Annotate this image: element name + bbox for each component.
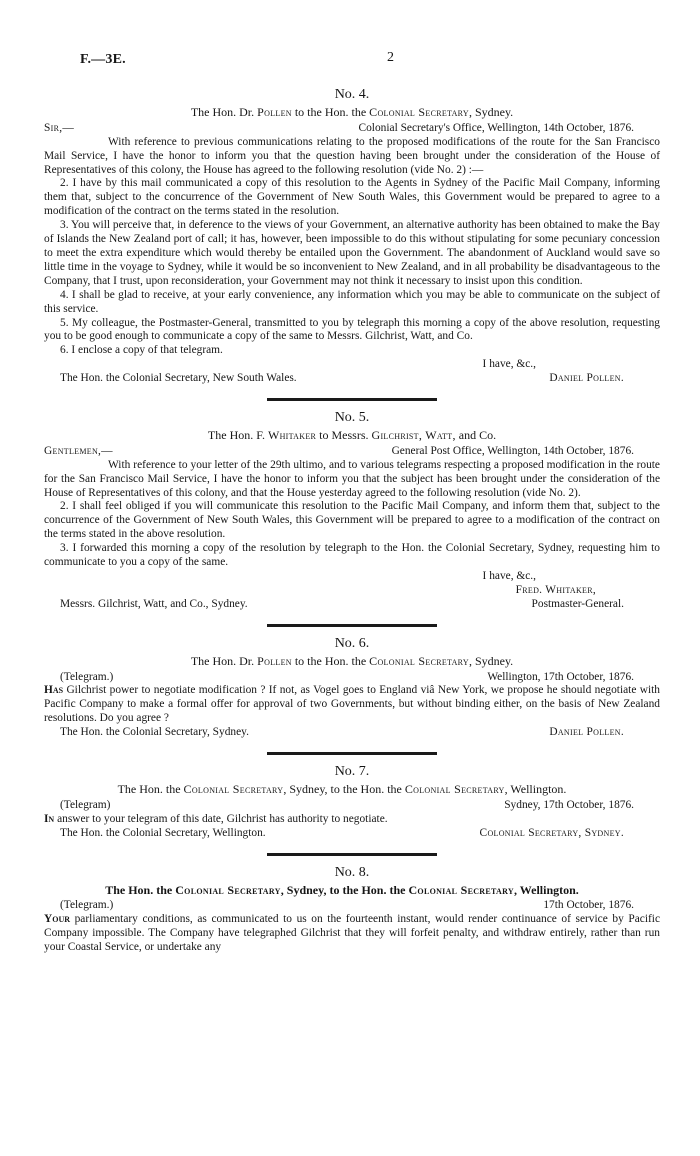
place-date: Wellington, 17th October, 1876. (487, 670, 634, 683)
signature: Fred. Whitaker, (515, 583, 596, 596)
paragraph: 5. My colleague, the Postmaster-General, transmitted to you by telegraph this morning a copy of the above resolution, requesting you to be good enough to communicate a copy of the same to Messrs. Gilchrist, Watt, and Co. (44, 316, 660, 343)
signature-row (44, 726, 660, 740)
paragraph: 4. I shall be glad to receive, at your early convenience, any information which you may be able to communicate on the subject of this service. (44, 288, 660, 315)
letter-number: No. 8. (334, 864, 370, 880)
telegram-label: (Telegram.) (60, 670, 114, 683)
salutation-row (44, 122, 660, 136)
letter-no-6 (44, 637, 660, 740)
letter-title: The Hon. the Colonial Secretary, Sydney, to the Hon. the Colonial Secretary, Wellington. (117, 781, 567, 796)
letter-title: The Hon. F. Whitaker to Messrs. Gilchrist, Watt, and Co. (207, 427, 497, 442)
telegram-row (44, 671, 660, 685)
telegram-row (44, 899, 660, 913)
parliamentary-paper-ref: F.—3E. (80, 52, 126, 67)
telegram-label: (Telegram) (60, 798, 111, 811)
signature: Daniel Pollen. (549, 372, 624, 385)
letter-no-5 (44, 411, 660, 612)
closing: I have, &c., (482, 570, 536, 582)
telegram-text: Your parliamentary conditions, as communicated to us on the fourteenth instant, would render continuance of service by Pacific Company impossible. The Company have telegraphed Gilchrist that they will forfeit penalty, and withdraw entirely, rather than run your Coastal Service, or undertake any (44, 913, 660, 954)
addressee: The Hon. the Colonial Secretary, Sydney. (60, 726, 249, 739)
signature-title: Postmaster-General. (531, 597, 624, 610)
paragraph: 3. You will perceive that, in deference to the views of your Government, an alternative authority has been obtained to make the Bay of Islands the New Zealand port of call; it has, however, been impossible to do this without stipulating for some pecuniary concession to meet the extra expenditure which would thereby be entailed upon the Government. The abandonment of Auckland would save so little time in the voyage to Sydney, while it would be so inconvenient to New Zealand, and in all probability be disadvantageous to the Company, that I trust, upon reconsideration, your Government may not think it necessary to insist upon this condition. (44, 219, 660, 287)
page-number: 2 (387, 50, 394, 65)
telegram-row (44, 799, 660, 813)
signature-row (44, 827, 660, 841)
paragraph: 2. I shall feel obliged if you will communicate this resolution to the Pacific Mail Company, and inform them that, subject to the concurrence of the Government of New South Wales, this Government will be prepared to agree to a modification of the contract on the terms stated in the above resolution. (44, 500, 660, 541)
place-date: Sydney, 17th October, 1876. (504, 798, 634, 811)
letter-no-4 (44, 88, 660, 386)
section-divider (267, 752, 437, 755)
signature-row (44, 372, 660, 386)
letter-no-7 (44, 765, 660, 841)
letter-title: The Hon. Dr. Pollen to the Hon. the Colonial Secretary, Sydney. (190, 653, 514, 668)
letter-number: No. 4. (334, 87, 370, 102)
letter-no-8 (44, 866, 660, 955)
telegram-text: In answer to your telegram of this date, Gilchrist has authority to negotiate. (44, 812, 388, 825)
place-date: Colonial Secretary's Office, Wellington, 14th October, 1876. (358, 121, 634, 134)
letter-number: No. 7. (334, 764, 370, 780)
salutation-row (44, 445, 660, 459)
closing: I have, &c., (482, 358, 536, 371)
telegram-text: Has Gilchrist power to negotiate modification ? If not, as Vogel goes to England viâ New York, we propose he should negotiate with Pacific Company to make a formal offer for approval of two Governments, but without binding either, on the basis of New Zealand resolutions. Do you agree ? (44, 684, 660, 725)
signature: Daniel Pollen. (549, 726, 624, 739)
paragraph: With reference to previous communications relating to the proposed modifications of the route for the San Francisco Mail Service, I have the honor to inform you that the question having been brought under the consideration of the House of Representatives of this colony, the House has agreed to the following resolution (vide No. 2) :— (44, 135, 660, 176)
addressee: The Hon. the Colonial Secretary, New South Wales. (60, 372, 297, 385)
letter-title: The Hon. Dr. Pollen to the Hon. the Colonial Secretary, Sydney. (190, 104, 514, 119)
page-header (44, 0, 660, 80)
paragraph: 2. I have by this mail communicated a copy of this resolution to the Agents in Sydney of the Pacific Mail Company, informing them that, subject to the concurrence of the Government of New South Wales, this Government would be prepared to agree to a modification of the contract on the terms stated in the resolution. (44, 177, 660, 218)
salutation: Gentlemen,— (44, 444, 113, 457)
paragraph: 3. I forwarded this morning a copy of the resolution by telegraph to the Hon. the Colonial Secretary, Sydney, requesting him to communicate to you a copy of the same. (44, 542, 660, 569)
letter-number: No. 5. (334, 410, 370, 426)
signature-block (44, 584, 660, 598)
letter-number: No. 6. (334, 635, 370, 651)
signature: Colonial Secretary, Sydney. (479, 826, 624, 839)
telegram-label: (Telegram.) (60, 899, 114, 912)
salutation: Sir,— (44, 121, 75, 134)
section-divider (267, 624, 437, 627)
place-date: General Post Office, Wellington, 14th October, 1876. (391, 444, 634, 457)
signature-row (44, 598, 660, 612)
section-divider (267, 398, 437, 401)
addressee: Messrs. Gilchrist, Watt, and Co., Sydney. (60, 597, 248, 610)
paragraph: With reference to your letter of the 29th ultimo, and to various telegrams respecting a proposed modification in the route for the San Francisco Mail Service, I have the honor to inform you that the subject has been brought under the consideration of the House of Representatives of this colony, and that the House yesterday agreed to the following resolution (vide No. 2). (44, 458, 660, 499)
addressee: The Hon. the Colonial Secretary, Wellington. (60, 826, 266, 839)
place-date: 17th October, 1876. (543, 899, 634, 912)
paragraph: 6. I enclose a copy of that telegram. (60, 344, 223, 357)
section-divider (267, 853, 437, 856)
letter-title: The Hon. the Colonial Secretary, Sydney, to the Hon. the Colonial Secretary, Wellington. (105, 882, 579, 897)
